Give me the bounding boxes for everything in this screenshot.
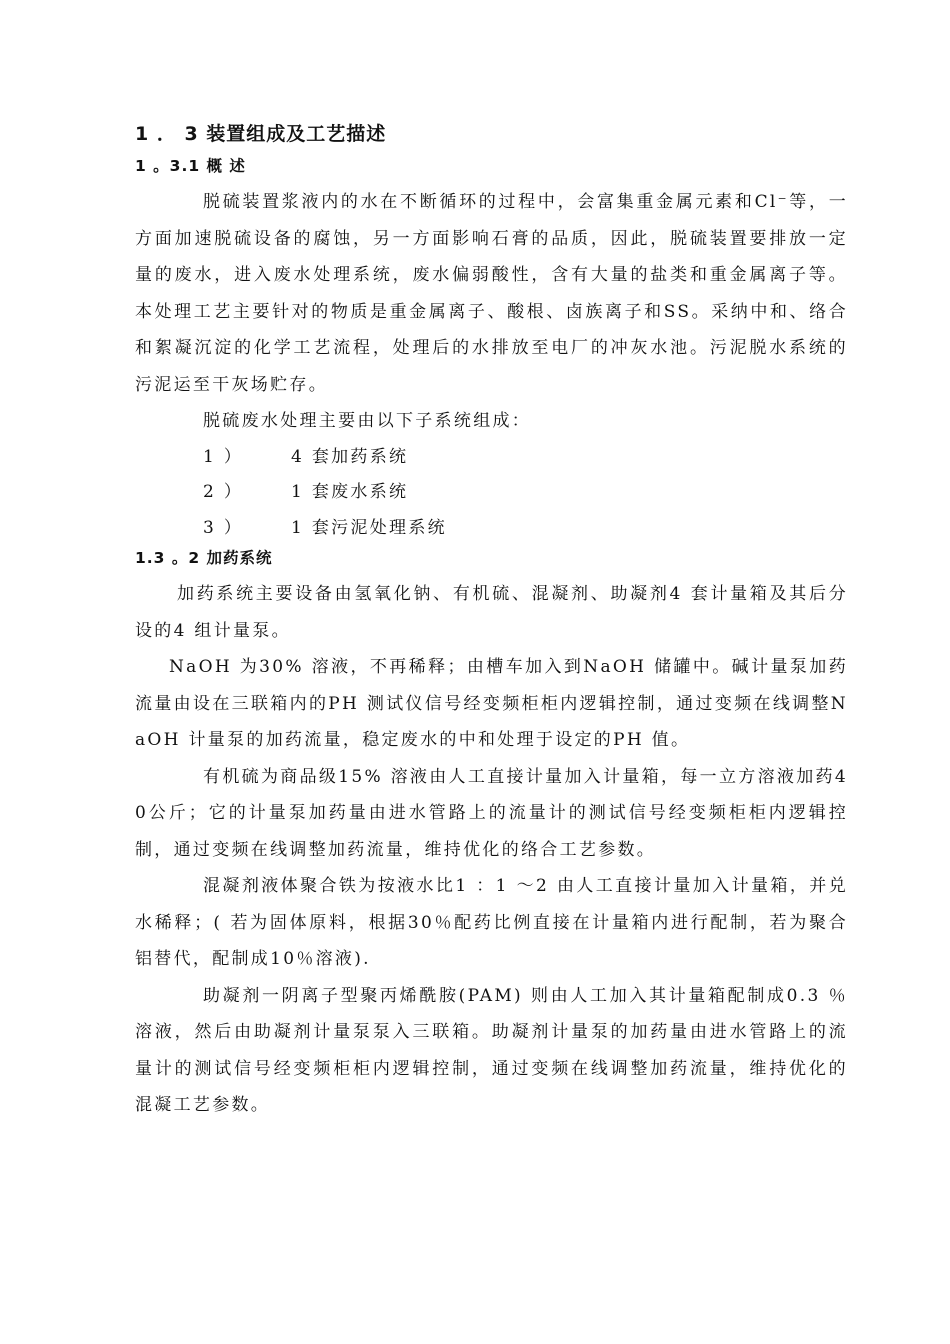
document-body bbox=[135, 120, 848, 1124]
dosing-paragraph-3: 有机硫为商品级15% 溶液由人工直接计量加入计量箱，每一立方溶液加药40公斤；它的计量泵加药量由进水管路上的流量计的测试信号经变频柜柜内逻辑控制，通过变频在线调整加药流量，维持优化的络合工艺参数。 bbox=[135, 766, 848, 860]
dosing-paragraph-5: 助凝剂一阴离子型聚丙烯酰胺(PAM) 则由人工加入其计量箱配制成0.3 ％溶液，然后由助凝剂计量泵泵入三联箱。助凝剂计量泵的加药量由进水管路上的流量计的测试信号经变频柜柜内逻辑控制，通过变频在线调整加药流量，维持优化的混凝工艺参数。 bbox=[135, 985, 848, 1115]
dosing-paragraph-2: NaOH 为30% 溶液，不再稀释；由槽车加入到NaOH 储罐中。碱计量泵加药流量由设在三联箱内的PH 测试仪信号经变频柜柜内逻辑控制，通过变频在线调整NaOH 计量泵的加药流量，稳定废水的中和处理于设定的PH 值。 bbox=[135, 657, 848, 750]
overview-paragraph-1: 脱硫装置浆液内的水在不断循环的过程中，会富集重金属元素和Cl⁻等，一方面加速脱硫设备的腐蚀，另一方面影响石膏的品质，因此，脱硫装置要排放一定量的废水，进入废水处理系统，废水偏弱酸性，含有大量的盐类和重金属离子等。本处理工艺主要针对的物质是重金属离子、酸根、卤族离子和SS。采纳中和、络合和絮凝沉淀的化学工艺流程，处理后的水排放至电厂的冲灰水池。污泥脱水系统的污泥运至干灰场贮存。 bbox=[135, 192, 848, 395]
overview-paragraph-2: 脱硫废水处理主要由以下子系统组成： bbox=[203, 411, 532, 431]
list-item-text: 1 套污泥处理系统 bbox=[291, 517, 447, 538]
dosing-paragraph-4: 混凝剂液体聚合铁为按液水比1 ：1 ～2 由人工直接计量加入计量箱，并兑水稀释；( 若为固体原料，根据30％配药比例直接在计量箱内进行配制，若为聚合铝替代，配制成10％溶液). bbox=[135, 876, 848, 969]
section-heading: 1 ． 3 装置组成及工艺描述 bbox=[135, 123, 387, 145]
list-item-number: 3 ） bbox=[203, 517, 244, 538]
list-item-text: 4 套加药系统 bbox=[291, 446, 409, 467]
list-item-text: 1 套废水系统 bbox=[291, 482, 409, 502]
list-item bbox=[135, 475, 848, 511]
list-item bbox=[135, 511, 848, 547]
list-item-number: 2 ） bbox=[203, 482, 244, 502]
dosing-paragraph-1: 加药系统主要设备由氢氧化钠、有机硫、混凝剂、助凝剂4 套计量箱及其后分设的4 组计量泵。 bbox=[135, 584, 848, 641]
overview-heading: 1 。3.1 概 述 bbox=[135, 157, 246, 175]
dosing-heading: 1.3 。2 加药系统 bbox=[135, 549, 273, 567]
list-item-number: 1 ） bbox=[203, 446, 244, 467]
list-item bbox=[135, 440, 848, 476]
